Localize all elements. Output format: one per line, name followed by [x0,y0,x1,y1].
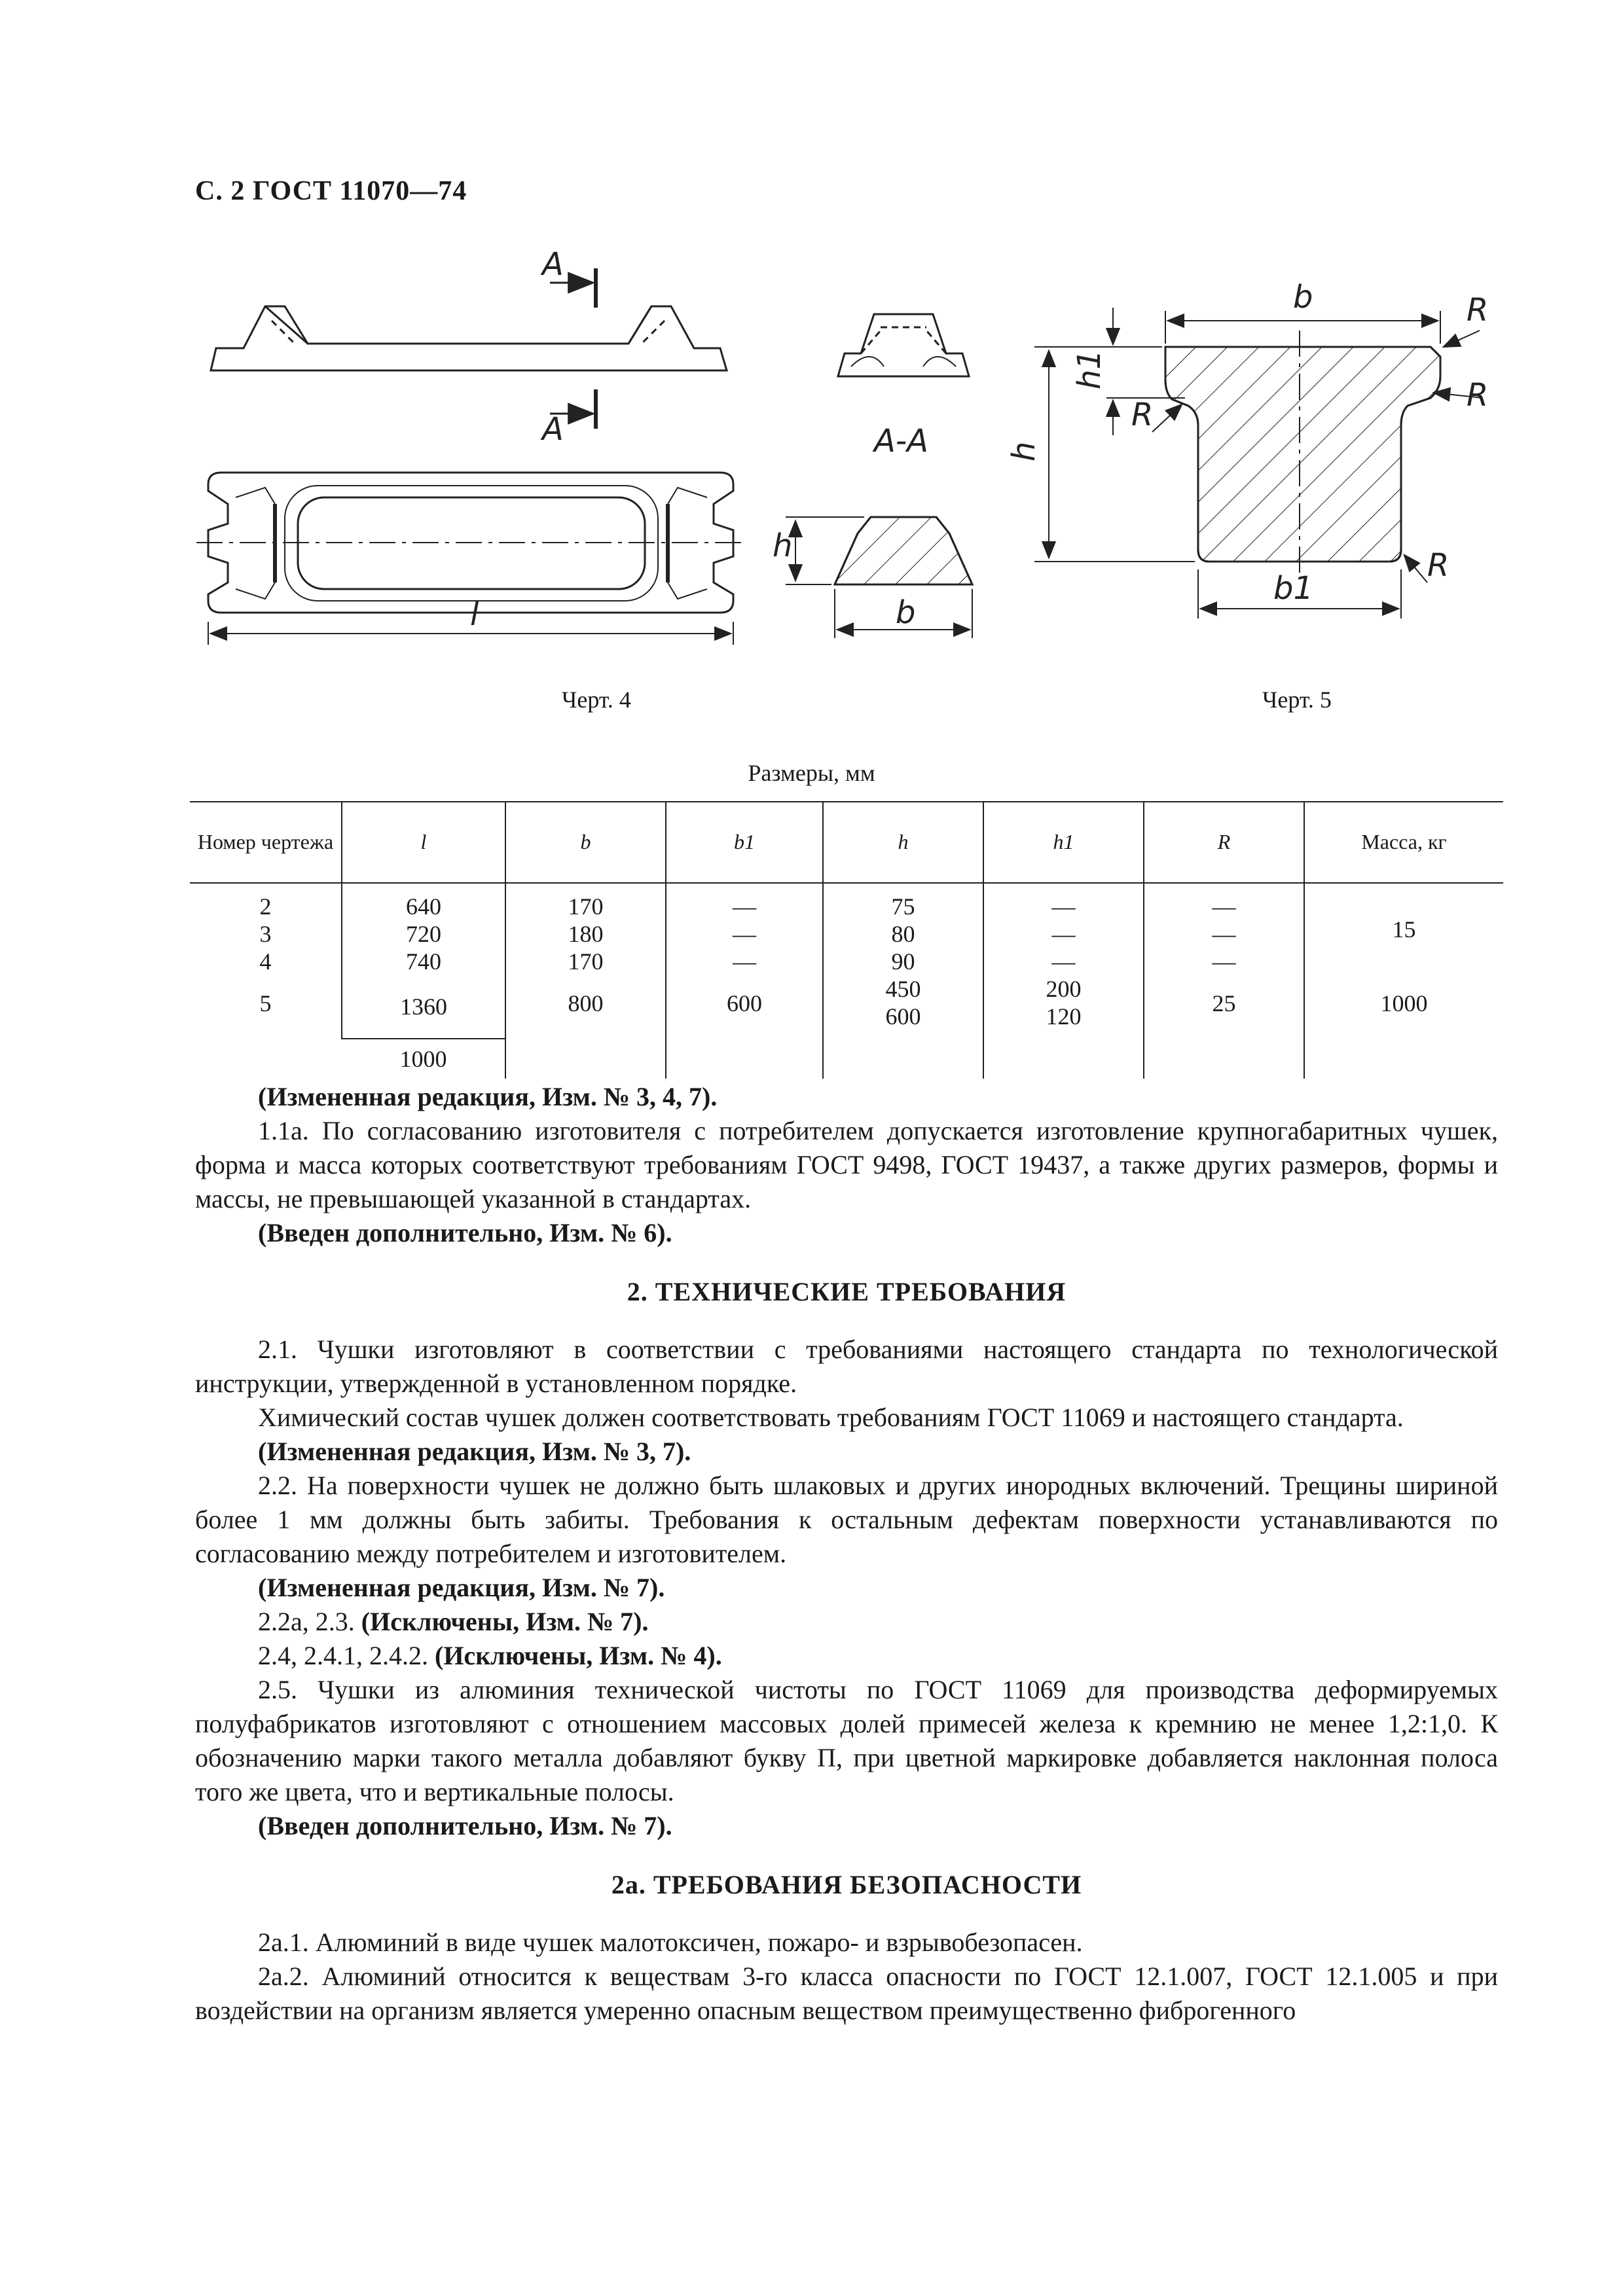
table-units: Размеры, мм [748,760,875,786]
amendment-note: (Введен дополнительно, Изм. № 7). [258,1811,672,1840]
section-mark-a-bottom: A [542,411,564,448]
ingot-side-view [211,268,727,429]
fig5-radius-3: R [1131,397,1154,433]
section-aa-label: A-A [874,423,928,459]
table-row: 5 1360 800 600 450 600 200 120 25 1000 [190,975,1503,1039]
fig5-dim-h: h [1006,441,1042,461]
fig5-dim-b: b [1293,279,1313,315]
fig5-dim-b1: b1 [1273,570,1314,607]
table-row: 2 640 170 — 75 — — 15 [190,883,1503,920]
col-header-r: R [1144,802,1304,883]
paragraph-2a-2: 2а.2. Алюминий относится к веществам 3-го класса опасности по ГОСТ 12.1.007, ГОСТ 12.1.005 и при воздействии на организм является умеренно опасным веществом преимущественно фиброгенного [195,1962,1498,2025]
fig5-dim-h1: h1 [1071,350,1108,389]
table-header-row [190,802,1503,883]
fig5-radius-4: R [1427,547,1450,584]
mass-rows-2-4: 15 [1304,883,1503,975]
paragraph-2a-1: 2а.1. Алюминий в виде чушек малотоксичен, пожаро- и взрывобезопасен. [258,1928,1083,1957]
dim-l-label: l [470,596,479,633]
table-row: 1000 [399,1046,447,1072]
body-text [195,1080,1498,2028]
section-a-a [786,517,972,638]
paragraph-excluded-1: 2.2а, 2.3. (Исключены, Изм. № 7). [258,1607,649,1636]
col-header-mass: Масса, кг [1304,802,1503,883]
col-header-h1: h1 [983,802,1144,883]
section-heading-safety: 2а. ТРЕБОВАНИЯ БЕЗОПАСНОСТИ [611,1870,1082,1899]
paragraph-2-1: 2.1. Чушки изготовляют в соответствии с требованиями настоящего стандарта по технологической инструкции, утвержденной в установленном порядке. [195,1335,1498,1398]
paragraph-excluded-2: 2.4, 2.4.1, 2.4.2. (Исключены, Изм. № 4). [258,1641,722,1670]
amendment-note: (Измененная редакция, Изм. № 3, 7). [258,1437,691,1466]
table-row: 3 720 180 — 80 — — [190,920,1503,948]
figure-5-caption: Черт. 5 [1262,687,1332,713]
col-header-l: l [342,802,505,883]
ingot-end-view [838,314,969,376]
paragraph-2-5: 2.5. Чушки из алюминия технической чистоты по ГОСТ 11069 для производства деформируемых полуфабрикатов изготовляют с отношением массовых долей примесей железа к кремнию не менее 1,2:1,0. К обозначению марки такого металла добавляют букву П, при цветной маркировке добавляется наклонная полоса того же цвета, что и вертикальные полосы. [195,1675,1498,1806]
table-row: 4 740 170 — 90 — — [190,948,1503,975]
fig5-radius-2: R [1467,377,1489,414]
col-header-number: Номер чертежа [190,802,342,883]
dim-h-label: h [773,528,793,564]
paragraph-1-1a: 1.1а. По согласованию изготовителя с потребителем допускается изготовление крупногабаритных чушек, форма и масса которых соответствуют требованиям ГОСТ 9498, ГОСТ 19437, а также других размеров, формы и массы, не превышающей указанной в стандартах. [195,1116,1498,1213]
page-header: С. 2 ГОСТ 11070—74 [195,176,467,206]
dimensions-table [190,801,1503,1079]
col-header-b: b [505,802,666,883]
figure-4-caption: Черт. 4 [562,687,631,713]
paragraph-2-2: 2.2. На поверхности чушек не должно быть шлаковых и других инородных включений. Трещины шириной более 1 мм должны быть забиты. Требования к остальным дефектам поверхности устанавливаются по согласованию между потребителем и изготовителем. [195,1471,1498,1568]
amendment-note: (Введен дополнительно, Изм. № 6). [258,1218,672,1247]
dim-b-label: b [896,594,916,631]
amendment-note: (Измененная редакция, Изм. № 7). [258,1573,665,1602]
paragraph-chemical: Химический состав чушек должен соответствовать требованиям ГОСТ 11069 и настоящего стандарта. [258,1403,1404,1432]
col-header-b1: b1 [666,802,823,883]
fig5-radius-1: R [1467,292,1489,329]
section-heading-technical: 2. ТЕХНИЧЕСКИЕ ТРЕБОВАНИЯ [627,1277,1067,1306]
section-mark-a-top: A [542,246,564,283]
amendment-note: (Измененная редакция, Изм. № 3, 4, 7). [258,1082,718,1111]
col-header-h: h [823,802,983,883]
